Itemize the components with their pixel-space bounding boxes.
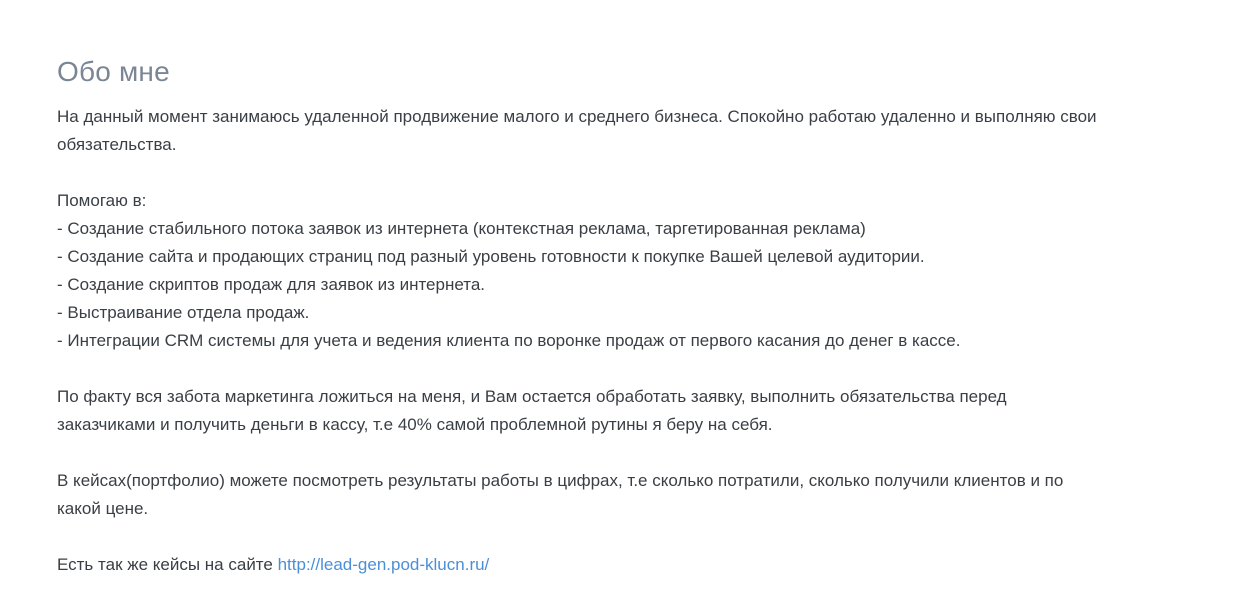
marketing-line: По факту вся забота маркетинга ложиться на меня, и Вам остается обработать заявку, выполнить обязательства перед (57, 387, 1007, 406)
site-paragraph (57, 551, 1207, 579)
portfolio-site-link[interactable]: http://lead-gen.pod-klucn.ru/ (277, 555, 490, 574)
intro-line: На данный момент занимаюсь удаленной продвижение малого и среднего бизнеса. Спокойно работаю удаленно и выполняю свои (57, 107, 1097, 126)
marketing-paragraph (57, 383, 1207, 439)
list-item: - Интеграции CRM системы для учета и ведения клиента по воронке продаж от первого касания до денег в кассе. (57, 331, 961, 350)
list-item: - Создание стабильного потока заявок из интернета (контекстная реклама, таргетированная реклама) (57, 219, 866, 238)
marketing-line: заказчиками и получить деньги в кассу, т.е 40% самой проблемной рутины я беру на себя. (57, 415, 773, 434)
site-line (57, 551, 1207, 579)
site-text: Есть так же кейсы на сайте (57, 555, 278, 574)
cases-paragraph (57, 467, 1207, 523)
list-item: - Создание сайта и продающих страниц под разный уровень готовности к покупке Вашей целевой аудитории. (57, 247, 925, 266)
intro-paragraph (57, 103, 1207, 159)
about-title: Обо мне (57, 56, 170, 87)
help-paragraph (57, 187, 1207, 355)
about-body (57, 103, 1207, 579)
intro-line: обязательства. (57, 135, 177, 154)
help-heading: Помогаю в: (57, 191, 147, 210)
list-item: - Выстраивание отдела продаж. (57, 303, 310, 322)
list-item: - Создание скриптов продаж для заявок из интернета. (57, 275, 486, 294)
cases-line: какой цене. (57, 499, 149, 518)
cases-line: В кейсах(портфолио) можете посмотреть результаты работы в цифрах, т.е сколько потратили, сколько получили клиентов и по (57, 471, 1064, 490)
about-section (57, 50, 1207, 579)
